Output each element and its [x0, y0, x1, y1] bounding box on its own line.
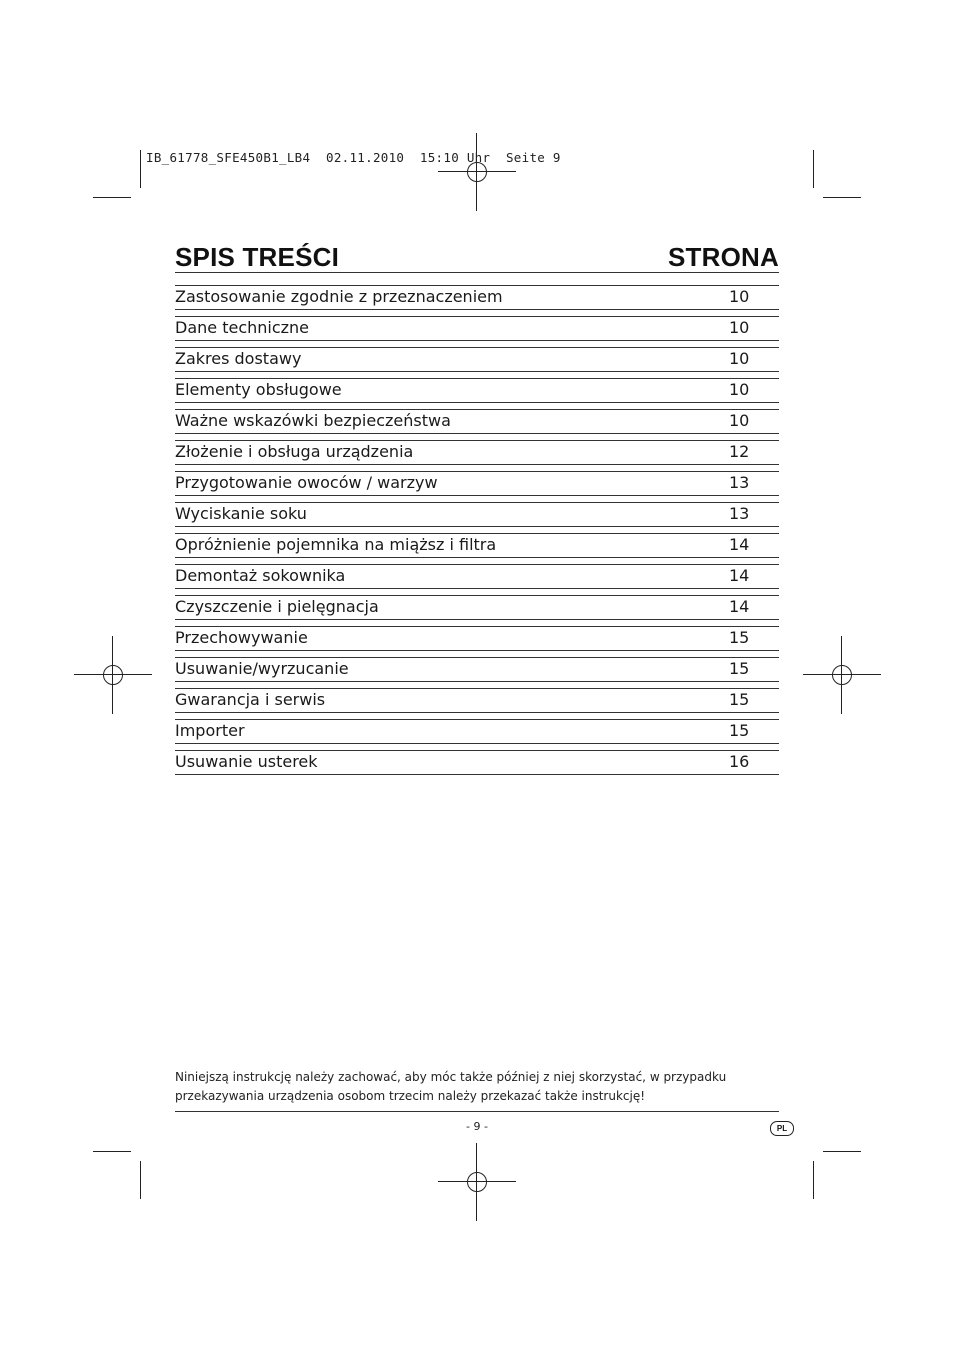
toc-entry-title: Elementy obsługowe: [175, 380, 342, 399]
toc-entry-page: 12: [729, 442, 750, 461]
toc-entry-title: Czyszczenie i pielęgnacja: [175, 597, 379, 616]
toc-entry: [175, 502, 779, 527]
toc-entry-title: Zakres dostawy: [175, 349, 302, 368]
crop-mark-top-left-horizontal: [93, 197, 131, 198]
toc-entry: [175, 347, 779, 372]
toc-entry-page: 10: [729, 318, 750, 337]
toc-entry-title: Ważne wskazówki bezpieczeństwa: [175, 411, 451, 430]
toc-entry-title: Usuwanie usterek: [175, 752, 318, 771]
toc-entry-title: Zastosowanie zgodnie z przeznaczeniem: [175, 287, 503, 306]
toc-entry-page: 15: [729, 628, 750, 647]
toc-page-heading: STRONA: [668, 242, 779, 272]
registration-mark-left: [74, 636, 152, 714]
toc-entry-page: 10: [729, 411, 750, 430]
toc-entry: [175, 750, 779, 775]
toc-entry-title: Demontaż sokownika: [175, 566, 346, 585]
crop-mark-top-right-vertical: [813, 150, 814, 188]
table-of-contents: [175, 238, 779, 781]
toc-entry: [175, 440, 779, 465]
toc-entry: [175, 285, 779, 310]
toc-entry-page: 10: [729, 380, 750, 399]
toc-entry: [175, 719, 779, 744]
registration-mark-right: [803, 636, 881, 714]
toc-entry-page: 10: [729, 287, 750, 306]
toc-entry-page: 14: [729, 566, 750, 585]
registration-mark-top: [438, 133, 516, 211]
toc-list: [175, 285, 779, 775]
toc-entry-title: Przechowywanie: [175, 628, 308, 647]
toc-entry: [175, 533, 779, 558]
toc-entry-title: Przygotowanie owoców / warzyw: [175, 473, 438, 492]
toc-entry-page: 15: [729, 659, 750, 678]
crop-mark-top-right-horizontal: [823, 197, 861, 198]
toc-entry-title: Opróżnienie pojemnika na miąższ i filtra: [175, 535, 497, 554]
toc-entry-title: Złożenie i obsługa urządzenia: [175, 442, 414, 461]
footer-divider: [175, 1111, 779, 1112]
toc-entry-title: Gwarancja i serwis: [175, 690, 326, 709]
toc-entry-page: 14: [729, 535, 750, 554]
toc-entry: [175, 564, 779, 589]
toc-entry: [175, 316, 779, 341]
toc-entry-title: Dane techniczne: [175, 318, 310, 337]
toc-entry-page: 15: [729, 721, 750, 740]
toc-entry: [175, 657, 779, 682]
toc-entry-page: 13: [729, 504, 750, 523]
toc-entry-page: 10: [729, 349, 750, 368]
toc-entry: [175, 378, 779, 403]
print-slug: IB_61778_SFE450B1_LB4 02.11.2010 15:10 Uhr Seite 9: [146, 150, 561, 165]
crop-mark-bottom-left-horizontal: [93, 1151, 131, 1152]
toc-entry: [175, 626, 779, 651]
crop-mark-bottom-right-horizontal: [823, 1151, 861, 1152]
crop-mark-bottom-left-vertical: [140, 1161, 141, 1199]
toc-entry: [175, 688, 779, 713]
toc-entry-page: 16: [729, 752, 750, 771]
toc-entry: [175, 595, 779, 620]
registration-mark-bottom: [438, 1143, 516, 1221]
toc-entry-title: Usuwanie/wyrzucanie: [175, 659, 349, 678]
toc-entry-page: 15: [729, 690, 750, 709]
toc-entry-title: Importer: [175, 721, 245, 740]
toc-entry-page: 14: [729, 597, 750, 616]
toc-entry: [175, 409, 779, 434]
toc-entry-title: Wyciskanie soku: [175, 504, 307, 523]
crop-mark-bottom-right-vertical: [813, 1161, 814, 1199]
footer-note-line-2: przekazywania urządzenia osobom trzecim należy przekazać także instrukcję!: [175, 1089, 646, 1103]
toc-title: SPIS TREŚCI: [175, 242, 340, 272]
toc-header: [175, 238, 779, 273]
language-badge: PL: [770, 1121, 794, 1136]
crop-mark-top-left-vertical: [140, 150, 141, 188]
toc-entry-page: 13: [729, 473, 750, 492]
toc-entry: [175, 471, 779, 496]
footer-note-line-1: Niniejszą instrukcję należy zachować, aby móc także później z niej skorzystać, w przypadku: [175, 1070, 727, 1084]
footer-note: [175, 1068, 779, 1106]
page-number: - 9 -: [466, 1120, 488, 1133]
